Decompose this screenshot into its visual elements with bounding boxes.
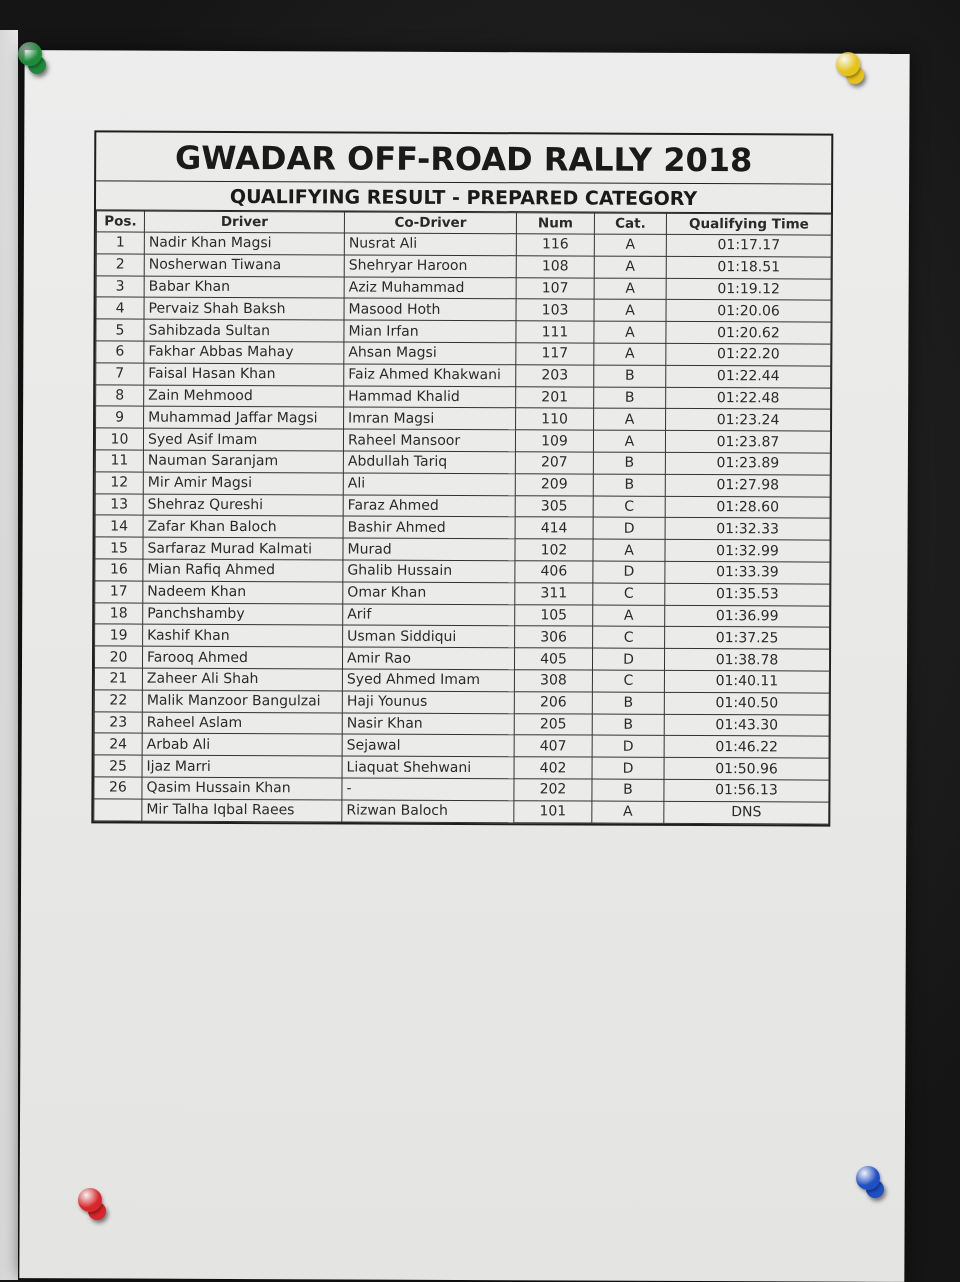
cell-num: 305 (515, 495, 593, 517)
cell-pos: 25 (94, 755, 142, 777)
cell-num: 203 (516, 365, 594, 387)
cell-qualifying-time: 01:56.13 (664, 779, 829, 802)
cell-qualifying-time: 01:22.44 (666, 365, 831, 388)
cell-qualifying-time: 01:17.17 (666, 234, 831, 257)
table-row (96, 406, 831, 431)
cell-pos: 12 (95, 472, 143, 494)
results-table-body (94, 232, 832, 824)
cell-num: 101 (514, 800, 592, 822)
table-row (96, 275, 831, 300)
cell-num: 110 (516, 408, 594, 430)
cell-qualifying-time: 01:43.30 (664, 714, 829, 737)
cell-pos: 15 (95, 537, 143, 559)
table-row (96, 341, 831, 366)
cell-num: 407 (514, 735, 592, 757)
cell-pos: 2 (96, 254, 144, 276)
cell-cat: C (593, 626, 665, 648)
cell-qualifying-time: 01:35.53 (665, 583, 830, 606)
table-row (96, 254, 831, 279)
table-row (95, 581, 830, 606)
cell-pos: 24 (94, 733, 142, 755)
cell-qualifying-time: 01:28.60 (665, 496, 830, 519)
cell-driver: Raheel Aslam (142, 712, 342, 735)
column-header-driver: Driver (144, 211, 344, 233)
cell-qualifying-time: 01:22.20 (666, 343, 831, 366)
cell-co-driver: Shehryar Haroon (344, 255, 516, 278)
cell-cat: D (593, 561, 665, 583)
cell-cat: B (593, 452, 665, 474)
cell-num: 117 (516, 343, 594, 365)
cell-qualifying-time: 01:40.50 (664, 692, 829, 715)
table-row (94, 777, 829, 802)
cell-qualifying-time: 01:19.12 (666, 278, 831, 301)
table-row (95, 559, 830, 584)
cell-pos: 10 (95, 428, 143, 450)
cell-qualifying-time: 01:23.24 (666, 409, 831, 432)
table-row (94, 690, 829, 715)
cell-cat: D (593, 517, 665, 539)
cell-cat: A (594, 256, 666, 278)
cell-qualifying-time: 01:23.89 (665, 452, 830, 475)
cell-co-driver: Liaquat Shehwani (342, 756, 514, 779)
cell-driver: Fakhar Abbas Mahay (144, 341, 344, 364)
cell-num: 207 (515, 452, 593, 474)
cell-num: 116 (516, 234, 594, 256)
cell-driver: Zain Mehmood (144, 385, 344, 408)
cell-driver: Kashif Khan (143, 624, 343, 647)
cell-cat: A (594, 234, 666, 256)
cell-driver: Muhammad Jaffar Magsi (144, 406, 344, 429)
table-row (96, 297, 831, 322)
cell-pos: 17 (95, 581, 143, 603)
cell-pos: 5 (96, 319, 144, 341)
cell-co-driver: Masood Hoth (344, 298, 516, 321)
cell-qualifying-time: 01:33.39 (665, 561, 830, 584)
table-row (95, 472, 830, 497)
cell-num: 205 (514, 713, 592, 735)
cell-driver: Faisal Hasan Khan (144, 363, 344, 386)
cell-co-driver: Omar Khan (343, 582, 515, 605)
cell-qualifying-time: 01:32.99 (665, 540, 830, 563)
cell-cat: B (594, 387, 666, 409)
cell-driver: Qasim Hussain Khan (142, 777, 342, 800)
cell-qualifying-time: 01:23.87 (665, 431, 830, 454)
cell-driver: Malik Manzoor Bangulzai (142, 690, 342, 713)
cell-num: 103 (516, 299, 594, 321)
table-row (96, 363, 831, 388)
cell-cat: A (593, 539, 665, 561)
cell-driver: Pervaiz Shah Baksh (144, 297, 344, 320)
results-table-frame (91, 130, 833, 826)
cell-pos (94, 799, 142, 821)
cell-driver: Nauman Saranjam (143, 450, 343, 473)
cell-num: 109 (515, 430, 593, 452)
cell-driver: Farooq Ahmed (142, 646, 342, 669)
table-row (94, 733, 829, 758)
cell-co-driver: Imran Magsi (344, 407, 516, 430)
cell-cat: A (594, 321, 666, 343)
cell-num: 306 (515, 626, 593, 648)
cell-driver: Nadeem Khan (143, 581, 343, 604)
cell-driver: Babar Khan (144, 276, 344, 299)
column-header-qualifying-time: Qualifying Time (666, 213, 831, 235)
cell-num: 308 (514, 670, 592, 692)
column-header-num: Num (516, 213, 594, 234)
table-row (94, 646, 829, 671)
cell-qualifying-time: 01:38.78 (664, 649, 829, 672)
results-table (93, 210, 832, 824)
cell-co-driver: Nusrat Ali (344, 233, 516, 256)
cell-co-driver: Syed Ahmed Imam (342, 669, 514, 692)
cell-co-driver: Ahsan Magsi (344, 342, 516, 365)
table-row (94, 711, 829, 736)
green-pushpin-icon (18, 42, 44, 68)
cell-pos: 3 (96, 275, 144, 297)
table-row (94, 668, 829, 693)
cell-qualifying-time: 01:27.98 (665, 474, 830, 497)
cell-num: 107 (516, 277, 594, 299)
column-header-cat: Cat. (594, 213, 666, 234)
cell-co-driver: Ghalib Hussain (343, 560, 515, 583)
cell-qualifying-time: 01:32.33 (665, 518, 830, 541)
cell-cat: B (592, 714, 664, 736)
cell-driver: Syed Asif Imam (143, 428, 343, 451)
cell-qualifying-time: 01:18.51 (666, 256, 831, 279)
cell-co-driver: Faiz Ahmed Khakwani (344, 364, 516, 387)
cell-cat: D (592, 757, 664, 779)
cell-co-driver: Sejawal (342, 734, 514, 757)
column-header-co-driver: Co-Driver (344, 212, 516, 234)
cell-cat: C (592, 670, 664, 692)
page-subtitle: QUALIFYING RESULT - PREPARED CATEGORY (96, 181, 831, 213)
cell-driver: Mian Rafiq Ahmed (143, 559, 343, 582)
cell-co-driver: Rizwan Baloch (342, 800, 514, 823)
cell-pos: 16 (95, 559, 143, 581)
table-row (94, 799, 829, 824)
blue-pushpin-icon (856, 1166, 882, 1192)
cell-co-driver: Nasir Khan (342, 712, 514, 735)
cell-co-driver: Bashir Ahmed (343, 516, 515, 539)
cell-qualifying-time: 01:20.62 (666, 322, 831, 345)
cell-num: 406 (515, 561, 593, 583)
cell-qualifying-time: 01:40.11 (664, 670, 829, 693)
cell-num: 105 (515, 604, 593, 626)
adjacent-paper-edge (0, 30, 18, 1280)
results-sheet (19, 50, 909, 1282)
cell-num: 201 (516, 386, 594, 408)
cell-num: 402 (514, 757, 592, 779)
cell-cat: D (592, 648, 664, 670)
cell-pos: 18 (95, 602, 143, 624)
cell-qualifying-time: 01:22.48 (666, 387, 831, 410)
cell-num: 311 (515, 582, 593, 604)
cell-qualifying-time: 01:20.06 (666, 300, 831, 323)
table-row (95, 450, 830, 475)
cell-qualifying-time: 01:50.96 (664, 757, 829, 780)
cell-driver: Mir Amir Magsi (143, 472, 343, 495)
cell-cat: A (593, 430, 665, 452)
cell-cat: B (592, 779, 664, 801)
cell-pos: 22 (94, 690, 142, 712)
red-pushpin-icon (78, 1188, 104, 1214)
cell-pos: 14 (95, 515, 143, 537)
cell-pos: 8 (96, 384, 144, 406)
table-row (94, 755, 829, 780)
cell-cat: A (594, 299, 666, 321)
cell-qualifying-time: 01:37.25 (665, 627, 830, 650)
cell-cat: A (594, 343, 666, 365)
page-title: GWADAR OFF-ROAD RALLY 2018 (96, 132, 831, 184)
table-row (95, 428, 830, 453)
cell-num: 414 (515, 517, 593, 539)
cell-co-driver: Ali (343, 473, 515, 496)
cell-driver: Panchshamby (143, 603, 343, 626)
cell-pos: 6 (96, 341, 144, 363)
cell-driver: Sarfaraz Murad Kalmati (143, 537, 343, 560)
cell-num: 111 (516, 321, 594, 343)
cell-qualifying-time: 01:36.99 (665, 605, 830, 628)
cell-pos: 19 (95, 624, 143, 646)
cell-pos: 21 (94, 668, 142, 690)
cell-co-driver: Arif (343, 604, 515, 627)
cell-co-driver: Abdullah Tariq (343, 451, 515, 474)
cell-co-driver: Mian Irfan (344, 320, 516, 343)
cell-qualifying-time: 01:46.22 (664, 736, 829, 759)
table-row (95, 537, 830, 562)
cell-pos: 11 (95, 450, 143, 472)
cell-driver: Zaheer Ali Shah (142, 668, 342, 691)
table-row (95, 515, 830, 540)
cell-pos: 9 (96, 406, 144, 428)
cell-co-driver: Faraz Ahmed (343, 495, 515, 518)
cell-cat: A (593, 605, 665, 627)
cell-driver: Ijaz Marri (142, 755, 342, 778)
column-header-pos: Pos. (96, 211, 144, 232)
cell-pos: 13 (95, 493, 143, 515)
cell-driver: Mir Talha Iqbal Raees (142, 799, 342, 822)
cell-pos: 4 (96, 297, 144, 319)
cell-co-driver: Haji Younus (342, 691, 514, 714)
cell-num: 102 (515, 539, 593, 561)
cell-num: 206 (514, 691, 592, 713)
cell-pos: 20 (94, 646, 142, 668)
cell-co-driver: Amir Rao (342, 647, 514, 670)
cell-cat: A (594, 408, 666, 430)
cell-cat: B (593, 474, 665, 496)
table-row (95, 602, 830, 627)
cell-driver: Zafar Khan Baloch (143, 515, 343, 538)
cell-driver: Shehraz Qureshi (143, 494, 343, 517)
table-row (96, 384, 831, 409)
cell-cat: A (594, 278, 666, 300)
cell-co-driver: Murad (343, 538, 515, 561)
table-row (95, 493, 830, 518)
cell-pos: 1 (96, 232, 144, 254)
cell-co-driver: Raheel Mansoor (343, 429, 515, 452)
cell-pos: 23 (94, 711, 142, 733)
cell-cat: B (594, 365, 666, 387)
cell-num: 202 (514, 779, 592, 801)
table-row (96, 319, 831, 344)
cell-cat: A (592, 801, 664, 823)
yellow-pushpin-icon (836, 52, 862, 78)
cell-driver: Nosherwan Tiwana (144, 254, 344, 277)
cell-co-driver: Hammad Khalid (344, 386, 516, 409)
cell-num: 405 (514, 648, 592, 670)
cell-co-driver: Usman Siddiqui (343, 625, 515, 648)
cell-pos: 26 (94, 777, 142, 799)
cell-co-driver: - (342, 778, 514, 801)
cell-co-driver: Aziz Muhammad (344, 277, 516, 300)
cell-qualifying-time: DNS (664, 801, 829, 824)
table-row (96, 232, 831, 257)
cell-cat: B (592, 692, 664, 714)
cell-driver: Nadir Khan Magsi (144, 232, 344, 255)
cell-pos: 7 (96, 363, 144, 385)
cell-num: 108 (516, 256, 594, 278)
cell-driver: Sahibzada Sultan (144, 319, 344, 342)
cell-num: 209 (515, 473, 593, 495)
cell-cat: C (593, 583, 665, 605)
cell-cat: D (592, 735, 664, 757)
cell-cat: C (593, 496, 665, 518)
cell-driver: Arbab Ali (142, 733, 342, 756)
table-row (95, 624, 830, 649)
